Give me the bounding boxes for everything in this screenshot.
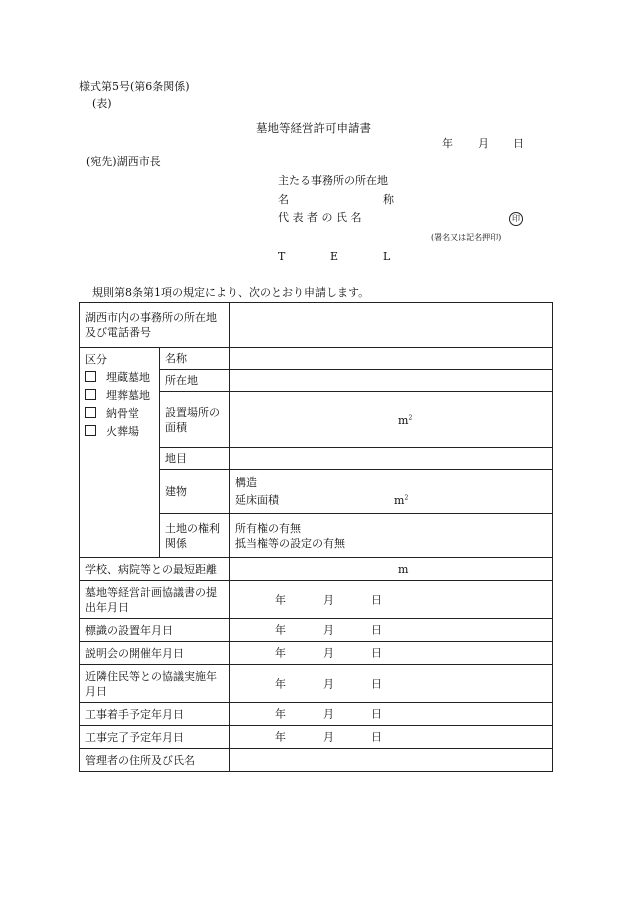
distance-value[interactable] <box>230 558 553 581</box>
area-unit: $m^2$ <box>398 414 413 428</box>
table-row <box>80 703 553 726</box>
applicant-name-label-2: 称 <box>383 193 394 206</box>
checkbox-icon[interactable] <box>85 425 96 436</box>
date-row-value[interactable]: 年 月 日 <box>230 619 553 642</box>
application-table <box>79 302 553 772</box>
form-number: 様式第5号(第6条関係) <box>79 80 190 93</box>
table-row <box>80 581 553 619</box>
date-row-label: 工事完了予定年月日 <box>80 726 230 749</box>
date-row-label: 標識の設置年月日 <box>80 619 230 642</box>
building-label: 建物 <box>160 470 230 514</box>
table-row <box>80 642 553 665</box>
land-rights-label: 土地の権利関係 <box>160 514 230 558</box>
category-option[interactable]: 埋蔵墓地 <box>85 369 154 387</box>
land-type-value[interactable] <box>230 448 553 470</box>
seal-mark: 印 <box>509 211 523 226</box>
page-title: 墓地等経営許可申請書 <box>256 121 371 135</box>
date-row-label: 墓地等経営計画協議書の提出年月日 <box>80 581 230 619</box>
date-row-label: 説明会の開催年月日 <box>80 642 230 665</box>
representative-label: 代 表 者 の 氏 名 <box>278 211 362 224</box>
date-day-label: 日 <box>513 137 524 150</box>
date-month-label: 月 <box>478 137 489 150</box>
checkbox-icon[interactable] <box>85 389 96 400</box>
table-row <box>80 726 553 749</box>
ownership-label: 所有権の有無 <box>235 521 301 535</box>
mortgage-label: 抵当権等の設定の有無 <box>235 536 345 550</box>
date-year-label: 年 <box>442 137 453 150</box>
table-row <box>80 619 553 642</box>
category-option[interactable]: 納骨堂 <box>85 405 154 423</box>
date-row-value[interactable]: 年 月 日 <box>230 726 553 749</box>
date-row-value[interactable]: 年 月 日 <box>230 642 553 665</box>
area-label: 設置場所の面積 <box>160 392 230 448</box>
land-type-label: 地目 <box>160 448 230 470</box>
table-row <box>80 303 553 348</box>
table-row <box>80 665 553 703</box>
name-label: 名称 <box>160 348 230 370</box>
applicant-name-label-1: 名 <box>278 193 289 206</box>
category-cell <box>80 348 160 558</box>
land-rights-value[interactable] <box>230 514 553 558</box>
area-value[interactable] <box>230 392 553 448</box>
tel-e: E <box>330 250 339 263</box>
table-row <box>80 558 553 581</box>
addressee: (宛先)湖西市長 <box>86 155 161 168</box>
tel-l: L <box>383 250 391 263</box>
date-row-value[interactable]: 年 月 日 <box>230 581 553 619</box>
tel-t: T <box>278 250 286 263</box>
applicant-address-label: 主たる事務所の所在地 <box>278 174 388 187</box>
distance-unit: m <box>398 562 409 576</box>
location-value[interactable] <box>230 370 553 392</box>
table-row <box>80 348 553 370</box>
category-label: 区分 <box>85 353 107 366</box>
date-row-value[interactable]: 年 月 日 <box>230 665 553 703</box>
distance-label: 学校、病院等との最短距離 <box>80 558 230 581</box>
manager-label: 管理者の住所及び氏名 <box>80 749 230 772</box>
floor-area-unit: $m^2$ <box>394 493 409 507</box>
intro-text: 規則第8条第1項の規定により、次のとおり申請します。 <box>92 286 370 299</box>
date-row-label: 近隣住民等との協議実施年月日 <box>80 665 230 703</box>
date-row-label: 工事着手予定年月日 <box>80 703 230 726</box>
location-label: 所在地 <box>160 370 230 392</box>
category-option[interactable]: 埋葬墓地 <box>85 387 154 405</box>
office-value[interactable] <box>230 303 553 348</box>
category-option[interactable]: 火葬場 <box>85 423 154 441</box>
manager-value[interactable] <box>230 749 553 772</box>
floor-area-row: 延床面積 $m^2$ <box>235 493 409 507</box>
building-value[interactable] <box>230 470 553 514</box>
checkbox-icon[interactable] <box>85 407 96 418</box>
sign-note: (署名又は記名押印) <box>431 233 502 242</box>
name-value[interactable] <box>230 348 553 370</box>
structure-label: 構造 <box>235 476 257 490</box>
date-row-value[interactable]: 年 月 日 <box>230 703 553 726</box>
office-label: 湖西市内の事務所の所在地及び電話番号 <box>80 303 230 348</box>
table-row <box>80 749 553 772</box>
checkbox-icon[interactable] <box>85 371 96 382</box>
form-side: (表) <box>92 97 112 110</box>
